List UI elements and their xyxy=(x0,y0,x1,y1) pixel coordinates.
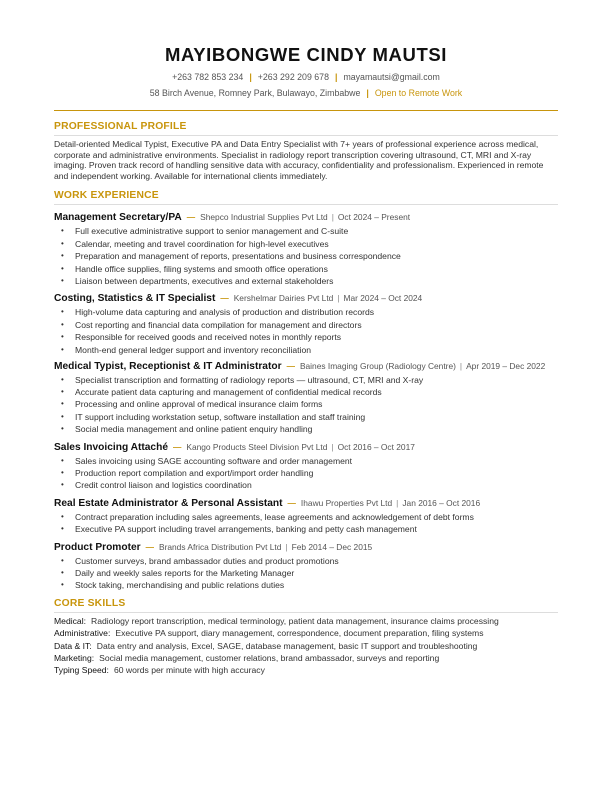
job-header xyxy=(54,541,558,554)
skill-label: Medical: xyxy=(54,615,86,626)
job-dash: — xyxy=(286,361,295,372)
job-dates: Oct 2016 – Oct 2017 xyxy=(337,441,415,452)
job-company: Brands Africa Distribution Pvt Ltd xyxy=(158,541,282,552)
job-bullets xyxy=(54,555,558,592)
skill-value: Executive PA support, diary management, correspondence, document preparation, filing systems xyxy=(115,628,484,639)
skill-value: Radiology report transcription, medical terminology, patient data management, insurance claims processing xyxy=(91,615,499,626)
job-entry xyxy=(54,497,558,536)
job-title: Medical Typist, Receptionist & IT Administrator xyxy=(54,361,282,373)
section-divider xyxy=(54,612,558,613)
job-company: Shepco Industrial Supplies Pvt Ltd xyxy=(200,212,328,223)
profile-summary: Detail-oriented Medical Typist, Executive PA and Data Entry Specialist with 7+ years of professional experience across medical, corporate and administrative environments. Specialist in radiology report transcription covering ultrasound, CT, MRI and X-ray imaging. Proven track record of handling sensitive data with accuracy, confidentiality and professionalism. Experienced in remote and independent working. Available for international clients immediately. xyxy=(54,139,544,181)
bullet-item: • High-volume data capturing and analysis of production and distribution records xyxy=(54,306,558,318)
section-title-profile: PROFESSIONAL PROFILE xyxy=(54,121,187,132)
bullet-item: • Credit control liaison and logistics coordination xyxy=(54,479,558,491)
bullet-item: • Executive PA support including travel arrangements, banking and petty cash management xyxy=(54,523,558,535)
bullet-item: • Responsible for received goods and received notes in monthly reports xyxy=(54,331,558,343)
job-dash: — xyxy=(145,541,154,552)
job-bullets xyxy=(54,511,558,536)
bullet-item: • Stock taking, merchandising and public relations duties xyxy=(54,579,558,591)
bullet-item: • Specialist transcription and formatting of radiology reports — ultrasound, CT, MRI and X-ray xyxy=(54,374,558,386)
bullet-item: • Liaison between departments, executives and external stakeholders xyxy=(54,275,558,287)
job-dates: Mar 2024 – Oct 2024 xyxy=(343,293,423,304)
job-dates: Jan 2016 – Oct 2016 xyxy=(402,497,481,508)
contact-line-1 xyxy=(54,71,558,83)
job-separator: | xyxy=(285,541,288,552)
job-entry xyxy=(54,292,558,356)
job-bullets xyxy=(54,455,558,492)
bullet-item: • IT support including workstation setup, software installation and staff training xyxy=(54,411,558,423)
job-company: Kershelmar Dairies Pvt Ltd xyxy=(233,293,334,304)
skills-section xyxy=(54,598,558,676)
job-company: Baines Imaging Group (Radiology Centre) xyxy=(299,361,456,372)
job-company: Ihawu Properties Pvt Ltd xyxy=(300,497,393,508)
bullet-item: • Calendar, meeting and travel coordination for high-level executives xyxy=(54,238,558,250)
job-title: Costing, Statistics & IT Specialist xyxy=(54,293,216,305)
bullet-item: • Cost reporting and financial data compilation for management and directors xyxy=(54,319,558,331)
profile-section xyxy=(54,121,558,181)
job-dash: — xyxy=(220,293,229,304)
bullet-item: • Handle office supplies, filing systems and smooth office operations xyxy=(54,263,558,275)
job-header xyxy=(54,292,558,305)
section-title-experience: WORK EXPERIENCE xyxy=(54,190,159,202)
skills-list xyxy=(54,616,558,676)
job-entry xyxy=(54,361,558,436)
phone-primary[interactable]: +263 782 853 234 xyxy=(172,72,244,82)
job-title: Management Secretary/PA xyxy=(54,212,182,224)
job-dash: — xyxy=(287,497,296,508)
bullet-item: • Contract preparation including sales agreements, lease agreements and acknowledgement of debt forms xyxy=(54,511,558,523)
skill-value: 60 words per minute with high accuracy xyxy=(113,665,265,676)
job-dates: Apr 2019 – Dec 2022 xyxy=(466,361,546,372)
skill-value: Data entry and analysis, Excel, SAGE, database management, basic IT support and troubleshooting xyxy=(96,640,478,651)
contact-line-2 xyxy=(54,87,558,99)
job-separator: | xyxy=(331,212,334,223)
skill-row-administrative xyxy=(54,628,558,638)
job-header xyxy=(54,361,558,373)
contact-separator: | xyxy=(334,72,338,82)
bullet-item: • Production report compilation and export/import order handling xyxy=(54,467,558,479)
candidate-name: MAYIBONGWE CINDY MAUTSI xyxy=(164,44,448,65)
phone-secondary[interactable]: +263 292 209 678 xyxy=(257,72,329,82)
job-list xyxy=(54,211,558,591)
job-separator: | xyxy=(331,441,334,452)
bullet-item: • Social media management and online patient enquiry handling xyxy=(54,423,558,435)
job-bullets xyxy=(54,225,558,287)
address: 58 Birch Avenue, Romney Park, Bulawayo, Zimbabwe xyxy=(149,88,361,98)
skill-row-typing-speed xyxy=(54,665,558,675)
section-divider xyxy=(54,135,558,136)
contact-separator: | xyxy=(366,88,369,98)
header-divider xyxy=(54,110,558,111)
job-separator: | xyxy=(337,293,340,304)
section-title-skills: CORE SKILLS xyxy=(54,597,126,609)
bullet-item: • Full executive administrative support to senior management and C-suite xyxy=(54,225,558,237)
skill-label: Marketing: xyxy=(54,653,95,664)
job-header xyxy=(54,211,558,224)
bullet-item: • Customer surveys, brand ambassador duties and product promotions xyxy=(54,555,558,567)
job-separator: | xyxy=(396,497,399,508)
job-entry xyxy=(54,441,558,492)
job-separator: | xyxy=(459,361,463,372)
bullet-item: • Sales invoicing using SAGE accounting software and order management xyxy=(54,455,558,467)
contact-separator: | xyxy=(249,72,252,82)
remote-work-note: Open to Remote Work xyxy=(374,88,463,98)
job-title: Sales Invoicing Attaché xyxy=(54,441,168,453)
skill-label: Typing Speed: xyxy=(54,665,109,676)
job-title: Real Estate Administrator & Personal Assistant xyxy=(54,497,283,509)
job-bullets xyxy=(54,374,558,436)
bullet-item: • Preparation and management of reports, presentations and business correspondence xyxy=(54,250,558,262)
job-dates: Oct 2024 – Present xyxy=(337,212,411,223)
job-dates: Feb 2014 – Dec 2015 xyxy=(291,541,373,552)
email-link[interactable]: mayamautsi@gmail.com xyxy=(343,72,440,82)
skill-label: Data & IT: xyxy=(54,640,92,651)
skill-row-medical xyxy=(54,616,558,626)
job-dash: — xyxy=(186,212,196,223)
skill-label: Administrative: xyxy=(54,628,111,639)
job-header xyxy=(54,497,558,510)
job-entry xyxy=(54,541,558,592)
job-entry xyxy=(54,211,558,287)
bullet-item: • Month-end general ledger support and inventory reconciliation xyxy=(54,344,558,356)
skill-value: Social media management, customer relations, brand ambassador, surveys and reporting xyxy=(99,653,440,664)
section-divider xyxy=(54,204,558,205)
bullet-item: • Daily and weekly sales reports for the Marketing Manager xyxy=(54,567,558,579)
job-bullets xyxy=(54,306,558,356)
skill-row-marketing xyxy=(54,653,558,663)
job-company: Kango Products Steel Division Pvt Ltd xyxy=(186,441,328,452)
job-title: Product Promoter xyxy=(54,541,141,553)
bullet-item: • Accurate patient data capturing and management of confidential medical records xyxy=(54,386,558,398)
job-header xyxy=(54,441,558,454)
skill-row-data-it xyxy=(54,641,558,651)
job-dash: — xyxy=(172,441,182,452)
bullet-item: • Processing and online approval of medical insurance claim forms xyxy=(54,398,558,410)
experience-section xyxy=(54,190,558,591)
